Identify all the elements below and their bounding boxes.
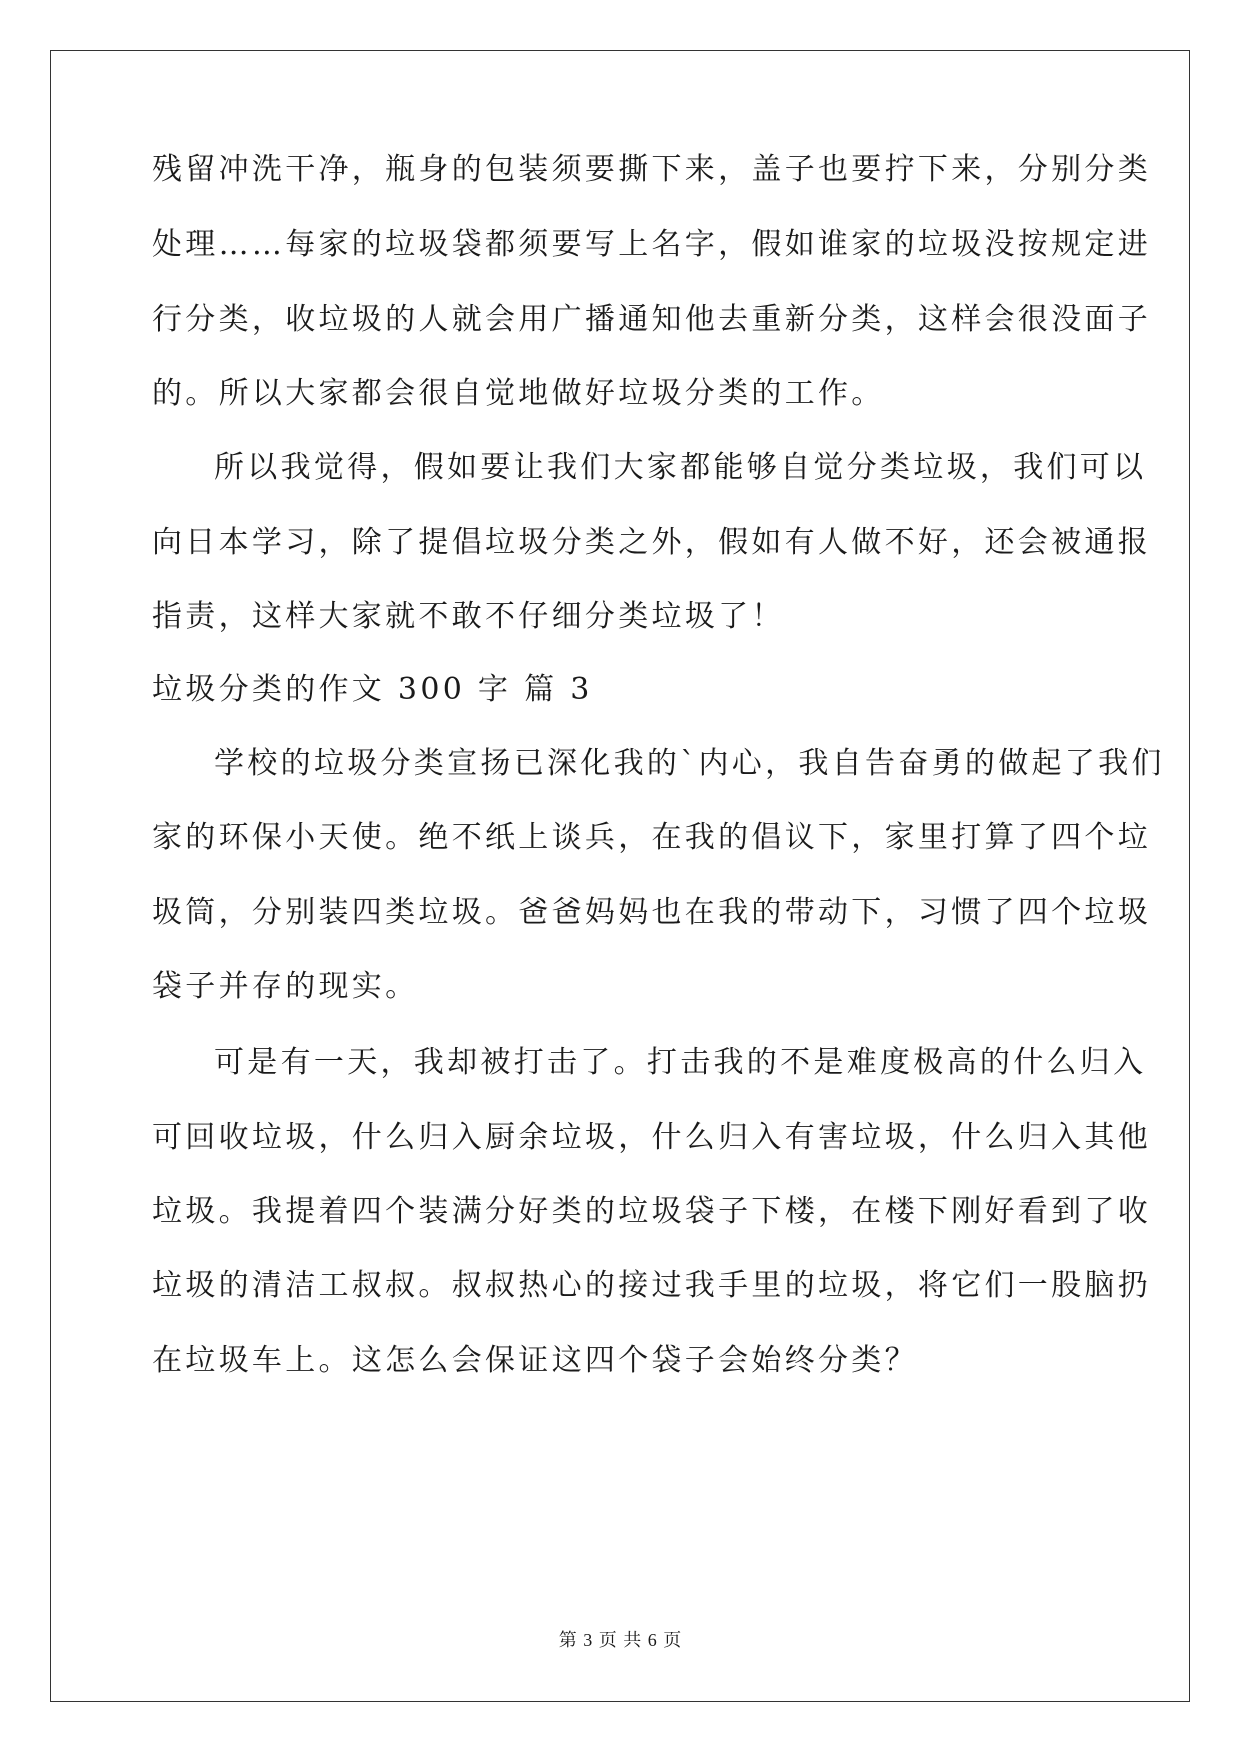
text-line-3: 行分类，收垃圾的人就会用广播通知他去重新分类，这样会很没面子 xyxy=(152,302,1151,337)
section-heading: 垃圾分类的作文 300 字 篇 3 xyxy=(152,672,593,707)
text-line-12: 袋子并存的现实。 xyxy=(152,969,419,1004)
text-line-10: 家的环保小天使。绝不纸上谈兵，在我的倡议下，家里打算了四个垃 xyxy=(152,820,1151,855)
text-line-11: 圾筒，分别装四类垃圾。爸爸妈妈也在我的带动下，习惯了四个垃圾 xyxy=(152,895,1151,930)
text-line-13: 可是有一天，我却被打击了。打击我的不是难度极高的什么归入 xyxy=(214,1045,1147,1080)
text-line-17: 在垃圾车上。这怎么会保证这四个袋子会始终分类？ xyxy=(152,1343,918,1378)
text-line-1: 残留冲洗干净，瓶身的包装须要撕下来，盖子也要拧下来，分别分类 xyxy=(152,152,1151,187)
text-line-4: 的。所以大家都会很自觉地做好垃圾分类的工作。 xyxy=(152,376,885,411)
text-line-2: 处理……每家的垃圾袋都须要写上名字，假如谁家的垃圾没按规定进 xyxy=(152,227,1151,262)
text-line-9: 学校的垃圾分类宣扬已深化我的`内心，我自告奋勇的做起了我们 xyxy=(214,746,1165,781)
text-line-6: 向日本学习，除了提倡垃圾分类之外，假如有人做不好，还会被通报 xyxy=(152,525,1151,560)
text-line-15: 垃圾。我提着四个装满分好类的垃圾袋子下楼，在楼下刚好看到了收 xyxy=(152,1194,1151,1229)
text-line-5: 所以我觉得，假如要让我们大家都能够自觉分类垃圾，我们可以 xyxy=(214,450,1147,485)
text-line-14: 可回收垃圾，什么归入厨余垃圾，什么归入有害垃圾，什么归入其他 xyxy=(152,1120,1151,1155)
page-border xyxy=(50,50,1190,1702)
text-line-16: 垃圾的清洁工叔叔。叔叔热心的接过我手里的垃圾，将它们一股脑扔 xyxy=(152,1268,1151,1303)
page-number-footer: 第 3 页 共 6 页 xyxy=(558,1630,683,1650)
text-line-7: 指责，这样大家就不敢不仔细分类垃圾了！ xyxy=(152,599,785,634)
